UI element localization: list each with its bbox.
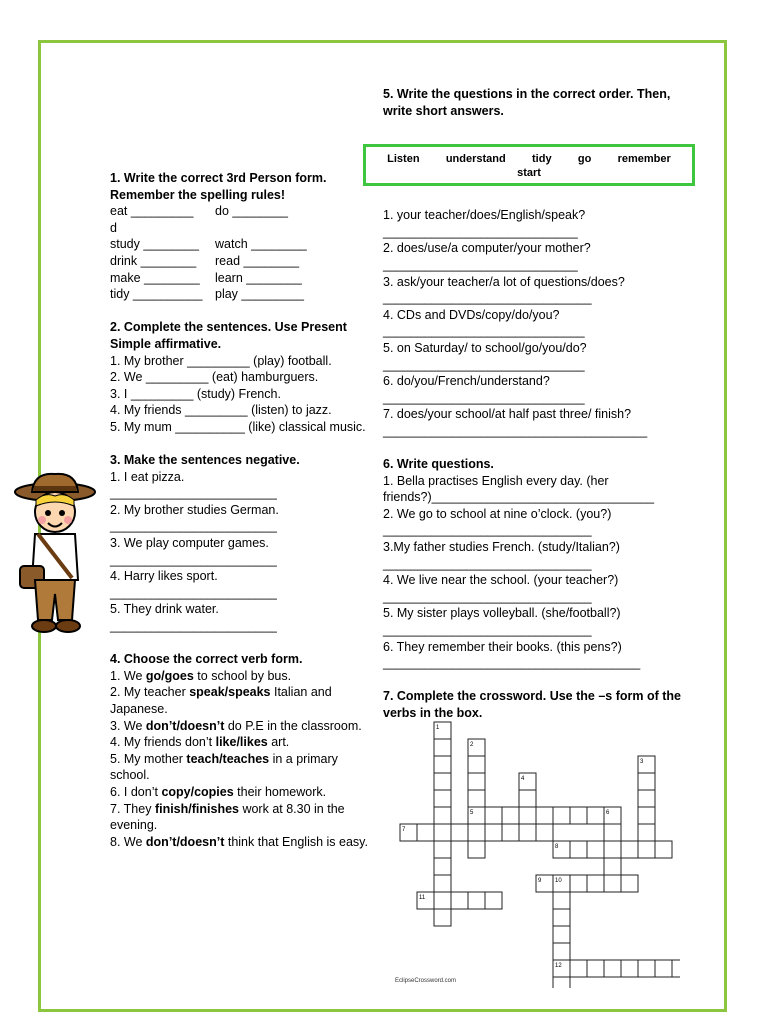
crossword-cell bbox=[417, 824, 434, 841]
question-line: 2. does/use/a computer/your mother? bbox=[383, 241, 591, 256]
verb-blank: drink ________ bbox=[110, 253, 197, 268]
choice-options: finish/finishes bbox=[154, 801, 239, 816]
crossword-cell bbox=[553, 892, 570, 909]
sentence-line: 1. I eat pizza. bbox=[110, 469, 185, 484]
verb-blank: learn ________ bbox=[215, 270, 302, 285]
sentence-line: 2. My brother studies German. bbox=[110, 502, 279, 517]
choice-post: do P.E in the classroom. bbox=[224, 718, 362, 733]
crossword-cell bbox=[587, 807, 604, 824]
word-3: go bbox=[577, 153, 592, 165]
crossword-cell bbox=[434, 739, 451, 756]
crossword-cell bbox=[536, 807, 553, 824]
crossword-cell bbox=[621, 960, 638, 977]
crossword-cell bbox=[485, 892, 502, 909]
section-2 bbox=[110, 319, 375, 435]
word-2: tidy bbox=[532, 153, 552, 165]
crossword-cell bbox=[587, 875, 604, 892]
question-line: 2. We go to school at nine o’clock. (you?) bbox=[383, 506, 612, 521]
section-4-title: 4. Choose the correct verb form. bbox=[110, 652, 303, 667]
section-3 bbox=[110, 452, 375, 635]
sentence-line: 5. My mum __________ (like) classical music. bbox=[110, 419, 366, 434]
section-5-title: 5. Write the questions in the correct order. Then, write short answers. bbox=[383, 87, 671, 118]
crossword-cell bbox=[434, 790, 451, 807]
choice-options: go/goes bbox=[145, 668, 194, 683]
crossword-cell bbox=[434, 875, 451, 892]
crossword-cell bbox=[638, 773, 655, 790]
section-4 bbox=[110, 651, 375, 850]
sentence-line: 5. They drink water. bbox=[110, 602, 219, 617]
choice-pre: 8. We bbox=[110, 834, 146, 849]
question-line: 4. CDs and DVDs/copy/do/you? bbox=[383, 307, 560, 322]
sentence-line: 4. Harry likes sport. bbox=[110, 569, 218, 584]
answer-line: ____________________________ bbox=[383, 257, 578, 272]
crossword-cell bbox=[434, 858, 451, 875]
crossword-cell bbox=[434, 807, 451, 824]
question-line: 6. do/you/French/understand? bbox=[383, 374, 550, 389]
crossword-cell bbox=[434, 756, 451, 773]
crossword-number: 5 bbox=[470, 810, 474, 816]
choice-pre: 2. My teacher bbox=[110, 685, 190, 700]
choice-pre: 1. We bbox=[110, 668, 146, 683]
crossword-number: 7 bbox=[402, 827, 406, 833]
answer-line: _____________________________ bbox=[383, 324, 585, 339]
choice-item bbox=[110, 718, 375, 735]
choice-item bbox=[110, 834, 375, 851]
crossword-cell bbox=[638, 841, 655, 858]
crossword-number: 8 bbox=[555, 844, 559, 850]
choice-options: like/likes bbox=[215, 735, 268, 750]
section-3-title: 3. Make the sentences negative. bbox=[110, 453, 300, 468]
question-line: 1. your teacher/does/English/speak? bbox=[383, 208, 586, 223]
question-line: 4. We live near the school. (your teacher?) bbox=[383, 573, 619, 588]
crossword-cell bbox=[672, 960, 680, 977]
verb-blank: do ________ bbox=[215, 204, 288, 219]
choice-pre: 3. We bbox=[110, 718, 146, 733]
section-6-title: 6. Write questions. bbox=[383, 457, 494, 472]
crossword-cell bbox=[536, 824, 553, 841]
crossword-cell bbox=[519, 790, 536, 807]
sentence-line: 4. My friends _________ (listen) to jazz. bbox=[110, 403, 332, 418]
section-6-lines bbox=[383, 473, 683, 672]
section-2-lines bbox=[110, 353, 375, 436]
crossword-number: 1 bbox=[436, 725, 440, 731]
crossword-cell bbox=[434, 824, 451, 841]
crossword-cell bbox=[553, 909, 570, 926]
section-4-items bbox=[110, 668, 375, 851]
verb-blank: d bbox=[110, 220, 117, 235]
section-6 bbox=[383, 456, 683, 672]
choice-item bbox=[110, 751, 375, 784]
choice-item bbox=[110, 684, 375, 717]
choice-options: don’t/doesn’t bbox=[145, 834, 225, 849]
sentence-line: 3. I _________ (study) French. bbox=[110, 386, 281, 401]
crossword-cell bbox=[519, 807, 536, 824]
crossword-cell bbox=[604, 960, 621, 977]
verb-blank: make ________ bbox=[110, 270, 200, 285]
choice-post: art. bbox=[267, 735, 290, 750]
left-column bbox=[110, 170, 375, 850]
crossword-cell bbox=[638, 790, 655, 807]
crossword-cell bbox=[655, 841, 672, 858]
crossword-cell bbox=[468, 892, 485, 909]
crossword-grid bbox=[380, 718, 680, 988]
crossword-cell bbox=[434, 909, 451, 926]
section-5-lines bbox=[383, 207, 683, 439]
question-line: 1. Bella practises English every day. (her friends?)________________________________ bbox=[383, 473, 655, 505]
section-1-title: 1. Write the correct 3rd Person form. Remember the spelling rules! bbox=[110, 171, 327, 202]
choice-options: copy/copies bbox=[161, 784, 234, 799]
choice-post: to school by bus. bbox=[193, 668, 292, 683]
section-5 bbox=[383, 86, 683, 440]
answer-line: ______________________________ bbox=[383, 623, 592, 638]
crossword-cell bbox=[434, 841, 451, 858]
crossword-cell bbox=[570, 875, 587, 892]
crossword-cell bbox=[502, 807, 519, 824]
crossword-cell bbox=[621, 875, 638, 892]
answer-line: ________________________ bbox=[110, 552, 277, 567]
crossword-cell bbox=[451, 824, 468, 841]
answer-line: ______________________________ bbox=[383, 589, 592, 604]
sentence-line: 1. My brother _________ (play) football. bbox=[110, 353, 332, 368]
section-1 bbox=[110, 170, 375, 303]
section-2-title: 2. Complete the sentences. Use Present Simple affirmative. bbox=[110, 320, 347, 351]
crossword-cell bbox=[434, 773, 451, 790]
section-7-title: 7. Complete the crossword. Use the –s form of the verbs in the box. bbox=[383, 689, 681, 720]
crossword-number: 10 bbox=[555, 878, 562, 884]
crossword-cell bbox=[570, 960, 587, 977]
choice-pre: 5. My mother bbox=[110, 751, 187, 766]
section-3-lines bbox=[110, 469, 375, 635]
crossword-number: 11 bbox=[419, 895, 426, 901]
verb-blank: read ________ bbox=[215, 253, 300, 268]
section-7 bbox=[383, 688, 683, 721]
verb-blank: play _________ bbox=[215, 287, 304, 302]
question-line: 6. They remember their books. (this pens?) bbox=[383, 639, 622, 654]
crossword-cell bbox=[468, 773, 485, 790]
question-line: 5. My sister plays volleyball. (she/football?) bbox=[383, 606, 621, 621]
crossword-cell bbox=[468, 824, 485, 841]
crossword-cell bbox=[621, 841, 638, 858]
crossword-cell bbox=[638, 807, 655, 824]
crossword-cell bbox=[485, 824, 502, 841]
answer-line: ________________________ bbox=[110, 486, 277, 501]
verb-blank: tidy __________ bbox=[110, 287, 203, 302]
choice-post: work at 8.30 in the evening. bbox=[110, 801, 345, 833]
answer-line: ______________________________________ bbox=[383, 423, 648, 438]
crossword-cell bbox=[570, 807, 587, 824]
verb-grid bbox=[110, 203, 375, 303]
crossword-cell bbox=[468, 841, 485, 858]
crossword-cell bbox=[604, 858, 621, 875]
choice-post: Italian and Japanese. bbox=[110, 685, 332, 716]
crossword-cell bbox=[468, 790, 485, 807]
question-line: 7. does/your school/at half past three/ finish? bbox=[383, 407, 632, 422]
answer-line: _____________________________ bbox=[383, 357, 585, 372]
answer-line: _____________________________ bbox=[383, 390, 585, 405]
crossword-cell bbox=[553, 977, 570, 988]
choice-options: don’t/doesn’t bbox=[145, 718, 225, 733]
crossword-cell bbox=[502, 824, 519, 841]
crossword-number: 9 bbox=[538, 878, 542, 884]
choice-item bbox=[110, 734, 375, 751]
crossword-cell bbox=[468, 756, 485, 773]
answer-line: ______________________________ bbox=[383, 523, 592, 538]
word-last: start bbox=[517, 167, 541, 179]
question-line: 5. on Saturday/ to school/go/you/do? bbox=[383, 340, 587, 355]
choice-post: in a primary school. bbox=[110, 751, 338, 783]
word-4: remember bbox=[617, 153, 671, 165]
answer-line: ______________________________ bbox=[383, 556, 592, 571]
verb-blank: study ________ bbox=[110, 237, 199, 252]
crossword-cell bbox=[434, 892, 451, 909]
right-column bbox=[383, 86, 683, 722]
verb-blank: watch ________ bbox=[215, 237, 307, 252]
choice-pre: 6. I don’t bbox=[110, 784, 162, 799]
crossword-cell bbox=[587, 960, 604, 977]
crossword-cell bbox=[553, 926, 570, 943]
choice-item bbox=[110, 784, 375, 801]
choice-pre: 7. They bbox=[110, 801, 155, 816]
crossword-number: 3 bbox=[640, 759, 644, 765]
sentence-line: 2. We _________ (eat) hamburguers. bbox=[110, 370, 319, 385]
crossword-cell bbox=[485, 807, 502, 824]
answer-line: ________________________ bbox=[110, 585, 277, 600]
word-0: Listen bbox=[387, 153, 420, 165]
choice-item bbox=[110, 801, 375, 834]
word-1: understand bbox=[445, 153, 506, 165]
verb-blank bbox=[215, 220, 335, 237]
sentence-line: 3. We play computer games. bbox=[110, 536, 269, 551]
answer-line: ________________________ bbox=[110, 519, 277, 534]
crossword-cell bbox=[604, 841, 621, 858]
crossword-cell bbox=[570, 841, 587, 858]
explorer-boy-illustration bbox=[10, 470, 100, 640]
choice-post: think that English is easy. bbox=[224, 834, 368, 849]
crossword-cell bbox=[604, 875, 621, 892]
crossword-number: 6 bbox=[606, 810, 610, 816]
crossword-cell bbox=[604, 824, 621, 841]
choice-pre: 4. My friends don’t bbox=[110, 735, 216, 750]
choice-post: their homework. bbox=[233, 784, 327, 799]
answer-line: _____________________________________ bbox=[383, 656, 641, 671]
crossword-cell bbox=[451, 892, 468, 909]
crossword-number: 2 bbox=[470, 742, 474, 748]
question-line: 3.My father studies French. (study/Italian?) bbox=[383, 540, 620, 555]
crossword-number: 12 bbox=[555, 963, 562, 969]
crossword-cell bbox=[553, 943, 570, 960]
crossword-credit: EclipseCrossword.com bbox=[395, 978, 457, 984]
answer-line: ____________________________ bbox=[383, 224, 578, 239]
choice-item bbox=[110, 668, 375, 685]
crossword-number: 4 bbox=[521, 776, 525, 782]
crossword-cell bbox=[655, 960, 672, 977]
choice-options: teach/teaches bbox=[186, 751, 270, 766]
verb-blank: eat _________ bbox=[110, 204, 194, 219]
crossword-cell bbox=[587, 841, 604, 858]
answer-line: ________________________ bbox=[110, 619, 277, 634]
crossword-cell bbox=[638, 824, 655, 841]
crossword-cell bbox=[553, 807, 570, 824]
choice-options: speak/speaks bbox=[189, 685, 271, 700]
answer-line: ______________________________ bbox=[383, 291, 592, 306]
crossword-cell bbox=[638, 960, 655, 977]
crossword-cell bbox=[519, 824, 536, 841]
question-line: 3. ask/your teacher/a lot of questions/does? bbox=[383, 274, 625, 289]
